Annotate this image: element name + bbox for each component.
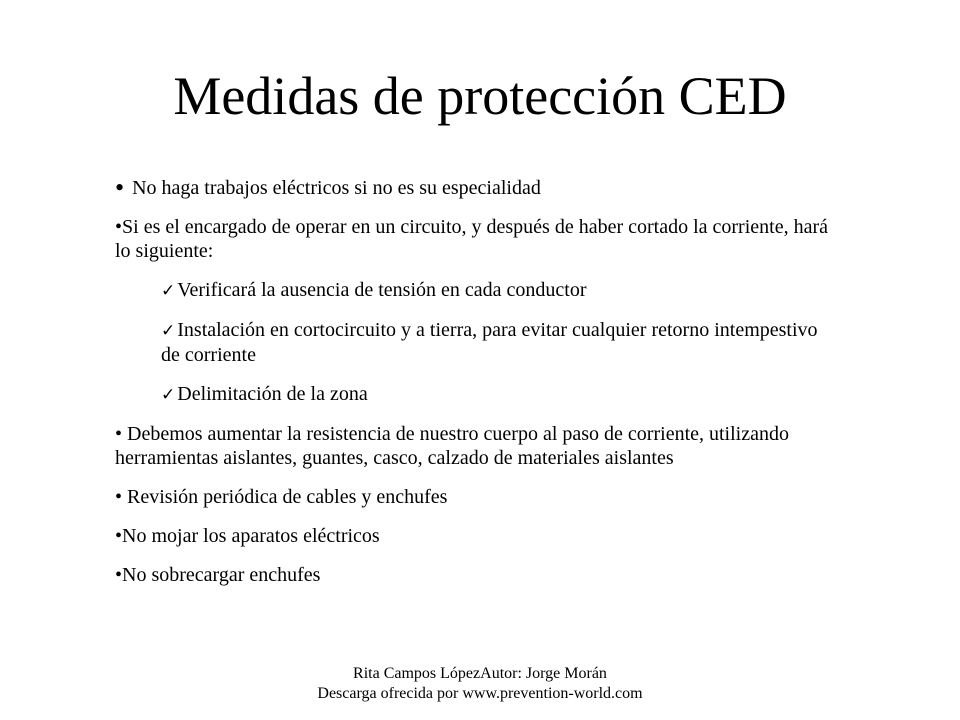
check-item	[161, 278, 835, 303]
bullet-item	[115, 215, 835, 263]
bullet-text: No mojar los aparatos eléctricos	[122, 525, 380, 547]
bullet-text: Si es el encargado de operar en un circuito, y después de haber cortado la corriente, hará lo siguiente:	[115, 216, 829, 262]
bullet-icon: •	[115, 486, 123, 508]
bullet-item	[115, 524, 835, 548]
check-text: Instalación en cortocircuito y a tierra, para evitar cualquier retorno intempestivo de corriente	[161, 319, 818, 366]
bullet-icon: •	[115, 216, 123, 238]
bullet-item	[115, 563, 835, 587]
bullet-item	[115, 485, 835, 509]
footer-source: Descarga ofrecida por www.prevention-world.com	[317, 685, 643, 702]
slide-title: Medidas de protección CED	[173, 66, 787, 126]
check-item	[161, 318, 835, 367]
checkmark-icon: ✓	[161, 321, 176, 341]
bullet-item	[115, 422, 835, 470]
checkmark-icon: ✓	[161, 281, 176, 301]
bullet-text: No sobrecargar enchufes	[122, 564, 321, 586]
bullet-text: Revisión periódica de cables y enchufes	[127, 486, 448, 508]
check-item	[161, 382, 835, 407]
bullet-icon: •	[115, 173, 125, 202]
bullet-text: No haga trabajos eléctricos si no es su especialidad	[132, 177, 541, 199]
slide-footer	[0, 664, 960, 704]
bullet-text: Debemos aumentar la resistencia de nuestro cuerpo al paso de corriente, utilizando herramientas aislantes, guantes, casco, calzado de materiales aislantes	[115, 423, 789, 469]
checkmark-icon: ✓	[161, 385, 176, 405]
footer-credit: Rita Campos LópezAutor: Jorge Morán	[353, 665, 607, 682]
check-text: Delimitación de la zona	[177, 383, 368, 405]
bullet-icon: •	[115, 525, 123, 547]
bullet-icon: •	[115, 564, 123, 586]
slide-content	[115, 173, 835, 602]
bullet-item	[115, 173, 835, 202]
bullet-icon: •	[115, 423, 123, 445]
check-text: Verificará la ausencia de tensión en cada conductor	[177, 279, 587, 301]
